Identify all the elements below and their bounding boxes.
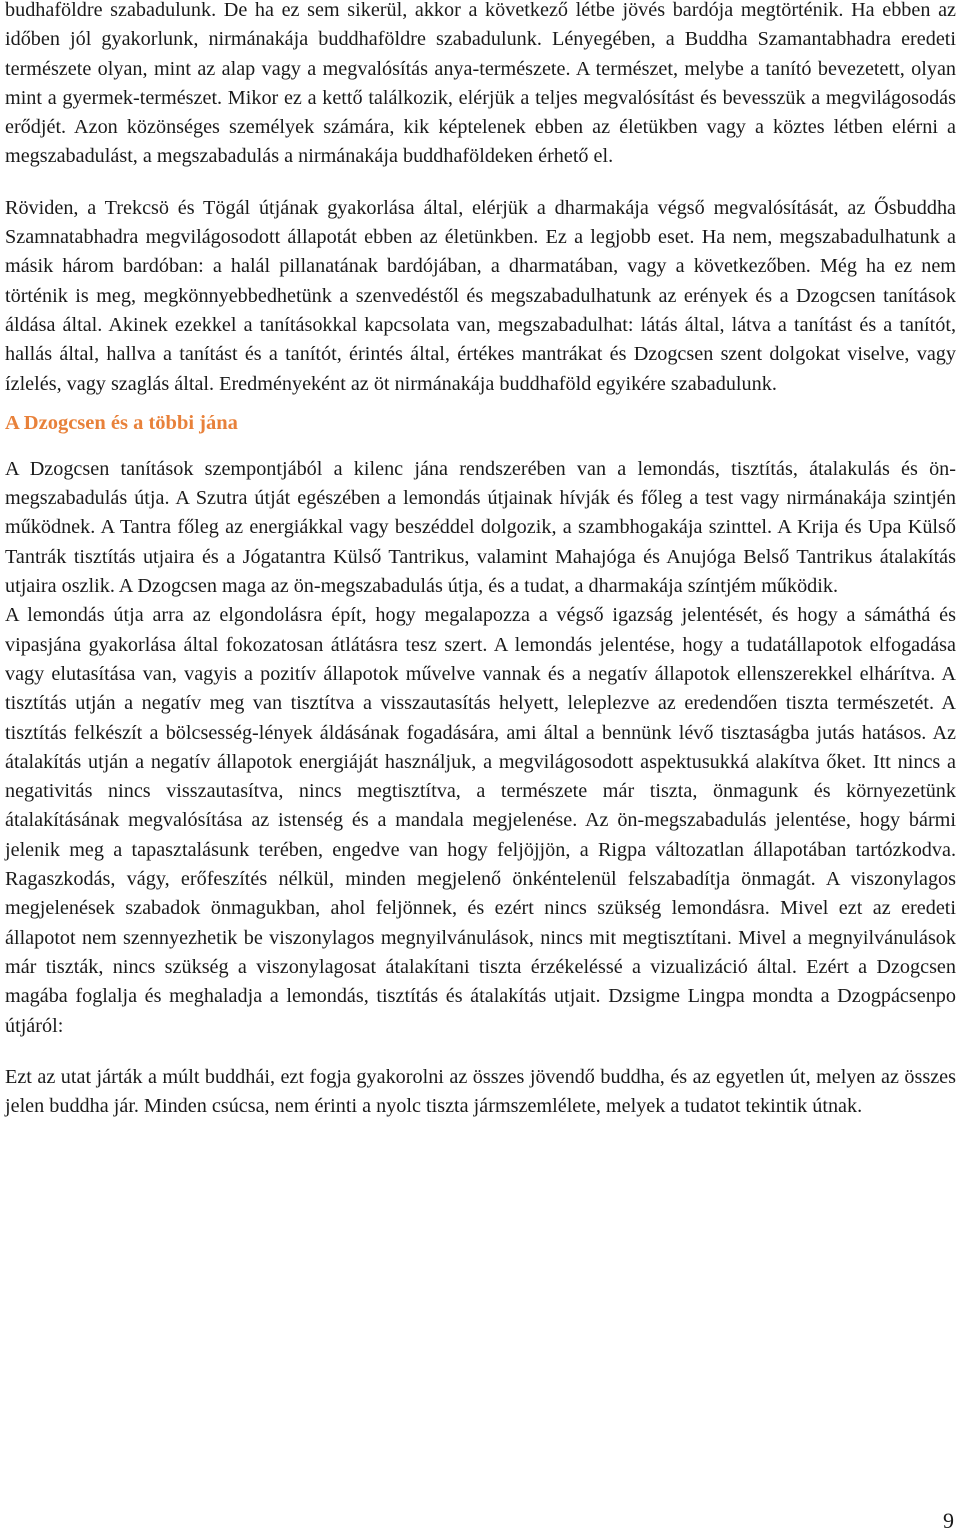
paragraph: Ezt az utat járták a múlt buddhái, ezt fogja gyakorolni az összes jövendő buddha, és az egyetlen út, melyen az összes jelen buddha jár. Minden csúcsa, nem érinti a nyolc tiszta jármszemlélete, melyek a tudatot tekintik útnak. xyxy=(5,1065,956,1118)
paragraph: A lemondás útja arra az elgondolásra épít, hogy megalapozza a végső igazság jelentését, és hogy a sámáthá és vipasjána gyakorlása által fokozatosan átlátásra tesz szert. A lemondás jelentése, hogy a tudatállapotok elfogadása vagy elutasítása van, vagyis a pozitív állapotok művelve vannak és a negatív állapotok ellenszerekkel elhárítva. A tisztítás utján a negatív meg van tisztítva a visszautasítás helyett, leleplezve az eredendően tiszta természetét. A tisztítás felkészít a bölcsesség-lények áldásának fogadására, ami által a bennünk lévő tisztaságba jutás hatásos. Az átalakítás utján a negatív állapotok energiáját használjuk, a megvilágosodott aspektusukká alakítva őket. Itt nincs a negativitás nincs visszautasítva, nincs megtisztítva, a természete már tiszta, önmagunk és környezetünk átalakításának megvalósítása az istenség és a mandala megjelenése. Az ön-megszabadulás jelentése, hogy bármi jelenik meg a tapasztalásunk terében, engedve van hogy feljöjjön, a Rigpa változatlan állapotában tartózkodva. Ragaszkodás, vágy, erőfeszítés nélkül, minden megjelenő önkéntelenül felszabadítja önmagát. A viszonylagos megjelenések szabadok önmagukban, ahol feljönnek, és ezért nincs szükség lemondásra. Mivel ezt az eredeti állapotot nem szennyezhetik be viszonylagos megnyilvánulások, nincs mit megtisztítani. Mivel a megnyilvánulások már tiszták, nincs szükség a viszonylagosat átalakítani tiszta érzékeléssé a vizualizáció által. Ezért a Dzogcsen magába foglalja és meghaladja a lemondás, tisztítás és átalakítás utjait. Dzsigme Lingpa mondta a Dzogpácsenpo útjáról: xyxy=(5,604,956,1037)
paragraph: A Dzogcsen tanítások szempontjából a kilenc jána rendszerében van a lemondás, tisztítás, átalakulás és ön-megszabadulás útja. A Szutra útját egészében a lemondás útjainak hívják és főleg a test vagy nirmánakája szintjén működnek. A Tantra főleg az energiákkal vagy beszéddel dolgozik, a szambhogakája szinttel. A Krija és Upa Külső Tantrák tisztítás utjaira és a Jógatantra Külső Tantrikus, valamint Mahajóga és Anujóga Belső Tantrikus átalakítás utjaira oszlik. A Dzogcsen maga az ön-megszabadulás útja, és a tudat, a dharmakája színtjém működik. xyxy=(5,457,956,598)
page-number: 9 xyxy=(943,1508,954,1533)
paragraph: budhaföldre szabadulunk. De ha ez sem sikerül, akkor a következő létbe jövés bardója megtörténik. Ha ebben az időben jól gyakorlunk, nirmánakája buddhaföldre szabadulunk. Lényegében, a Buddha Szamantabhadra eredeti természete olyan, mint az alap vagy a megvalósítás anya-természete. A természet, melybe a tanító bevezetett, olyan mint a gyermek-természet. Mikor ez a kettő találkozik, elérjük a teljes megvalósítást és bevesszük a megvilágosodás erődjét. Azon közönséges személyek számára, kik képtelenek ebben az életükben vagy a köztes létben elérni a megszabadulást, a megszabadulás a nirmánakája buddhaföldeken érhető el. xyxy=(5,0,956,168)
paragraph: Röviden, a Trekcsö és Tögál útjának gyakorlása által, elérjük a dharmakája végső megvalósítását, az Ősbuddha Szamnatabhadra megvilágosodott állapotát ebben az életünkben. Ez a legjobb eset. Ha nem, megszabadulhatunk a másik három bardóban: a halál pillanatának bardójában, a dharmatában, vagy a következőben. Még ha ez nem történik is meg, megkönnyebbedhetünk a szenvedéstől és megszabadulhatunk az erények és a Dzogcsen tanítások áldása által. Akinek ezekkel a tanításokkal kapcsolata van, megszabadulhat: látás által, látva a tanítást és a tanítót, hallás által, hallva a tanítást és a tanítót, érintés által, értékes mantrákat és Dzogcsen szent dolgokat viselve, vagy ízlelés, vagy szaglás által. Eredményeként az öt nirmánakája buddhaföld egyikére szabadulunk. xyxy=(5,196,956,395)
section-heading: A Dzogcsen és a többi jána xyxy=(5,411,238,434)
document-page xyxy=(5,0,956,1121)
